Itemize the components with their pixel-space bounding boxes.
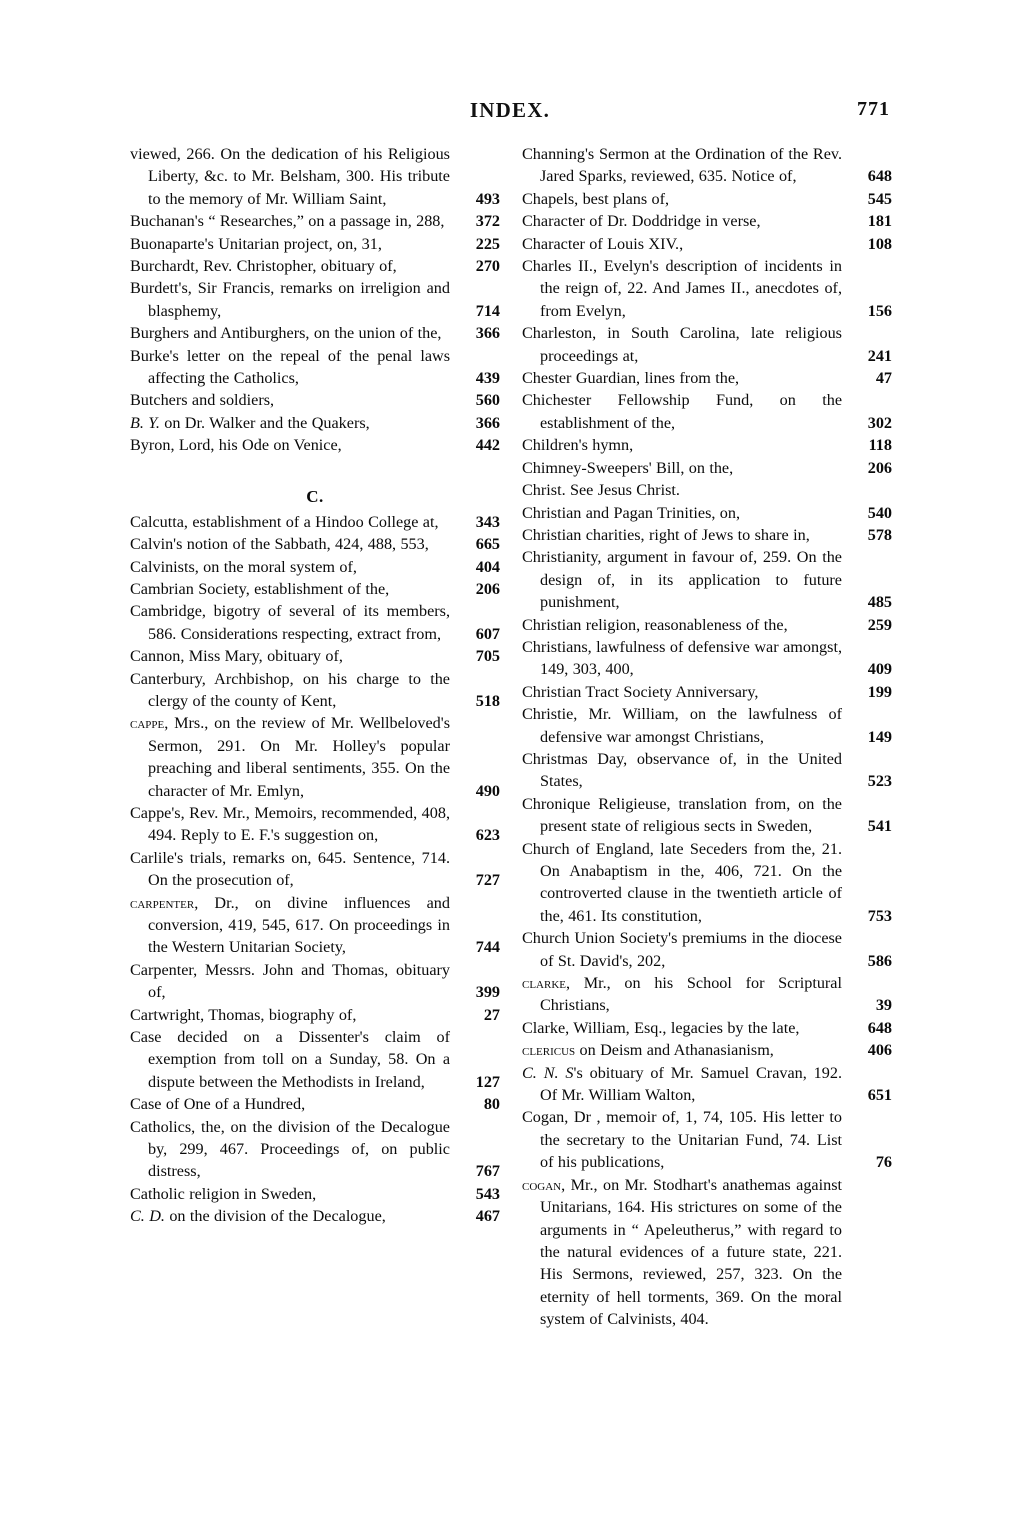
- index-entry-text: Christmas Day, observance of, in the United States,: [522, 749, 842, 791]
- index-entry-text: Christian and Pagan Trinities, on,: [522, 503, 741, 522]
- index-entry-text: Cogan, Dr , memoir of, 1, 74, 105. His letter to the secretary to the Unitarian Fund, 74. List of his publications,: [522, 1108, 842, 1172]
- index-entry-text: Burke's letter on the repeal of the penal laws affecting the Catholics,: [130, 346, 450, 388]
- index-entry: [522, 524, 892, 546]
- index-entry-text: Carpenter, Messrs. John and Thomas, obituary of,: [130, 960, 450, 1002]
- index-entry-text: Calvinists, on the moral system of,: [130, 557, 357, 576]
- index-entry-text: Byron, Lord, his Ode on Venice,: [130, 436, 342, 455]
- index-entry-text: Charleston, in South Carolina, late religious proceedings at,: [522, 324, 842, 365]
- index-entry: [130, 434, 500, 456]
- index-entry-page-number: 47: [875, 369, 892, 388]
- index-entry-text: Buchanan's “ Researches,” on a passage in, 288,: [130, 212, 445, 231]
- index-entry-text: Chichester Fellowship Fund, on the establishment of the,: [522, 391, 842, 432]
- index-entry-text: Burdett's, Sir Francis, remarks on irreligion and blasphemy,: [130, 279, 450, 320]
- index-entry-page-number: 76: [875, 1153, 892, 1172]
- index-entry-page-number: 399: [475, 983, 500, 1002]
- index-entry-page-number: 206: [475, 579, 500, 598]
- index-entry-text: Burghers and Antiburghers, on the union of the,: [130, 324, 442, 343]
- index-entry-text: Case decided on a Dissenter's claim of exemption from toll on a Sunday, 58. On a dispute between the Methodists in Ireland,: [130, 1028, 450, 1091]
- index-entry-text: clarke, Mr., on his School for Scriptural Christians,: [522, 974, 842, 1015]
- index-entry: [522, 502, 892, 524]
- index-entry-page-number: 259: [867, 615, 892, 634]
- index-entry-page-number: 493: [475, 189, 500, 208]
- index-entry-page-number: 149: [867, 727, 892, 746]
- index-entry: [522, 614, 892, 636]
- index-entry-text: Cartwright, Thomas, biography of,: [130, 1005, 357, 1024]
- index-entry: [522, 927, 892, 972]
- index-entry: [522, 793, 892, 838]
- index-entry: [130, 1093, 500, 1115]
- index-entry: [522, 636, 892, 681]
- index-entry-page-number: 302: [867, 413, 892, 432]
- index-entry-page-number: 409: [867, 660, 892, 679]
- index-entry-text: Chimney-Sweepers' Bill, on the,: [522, 458, 734, 477]
- index-entry: [522, 434, 892, 456]
- index-entry: [130, 533, 500, 555]
- index-entry: [130, 959, 500, 1004]
- index-entry-text: C. N. S's obituary of Mr. Samuel Cravan, 192. Of Mr. William Walton,: [522, 1063, 843, 1105]
- index-entry-page-number: 541: [867, 817, 892, 836]
- index-entry: [522, 748, 892, 793]
- index-entry-text: Channing's Sermon at the Ordination of the Rev. Jared Sparks, reviewed, 635. Notice of,: [522, 145, 842, 186]
- index-entry-text: Cambridge, bigotry of several of its members, 586. Considerations respecting, extract from,: [130, 602, 450, 643]
- index-entry-text: Catholics, the, on the division of the Decalogue by, 299, 467. Proceedings of, on public distress,: [130, 1117, 450, 1181]
- index-entry-text: C. D. on the division of the Decalogue,: [130, 1207, 386, 1226]
- folio-number: 771: [857, 98, 890, 120]
- index-entry-page-number: 199: [867, 682, 892, 701]
- index-entry-page-number: 744: [475, 938, 500, 957]
- index-entry: [522, 1039, 892, 1061]
- index-entry-text: Cannon, Miss Mary, obituary of,: [130, 647, 343, 666]
- index-entry-text: Christ. See Jesus Christ.: [522, 481, 680, 500]
- index-entry-text: cappe, Mrs., on the review of Mr. Wellbeloved's Sermon, 291. On Mr. Holley's popular preaching and liberal sentiments, 355. On the character of Mr. Emlyn,: [130, 714, 450, 800]
- index-entry-page-number: 241: [867, 346, 892, 365]
- index-entry: [130, 233, 500, 255]
- index-entry-text: Christie, Mr. William, on the lawfulness of defensive war amongst Christians,: [522, 705, 842, 746]
- index-entry: [522, 703, 892, 748]
- index-entry: [522, 681, 892, 703]
- index-entry-text: Character of Louis XIV.,: [522, 234, 684, 253]
- index-entry: [522, 1062, 892, 1107]
- index-entry-text: Buonaparte's Unitarian project, on, 31,: [130, 234, 382, 253]
- index-entry-text: Cambrian Society, establishment of the,: [130, 579, 390, 598]
- index-entry-page-number: 665: [475, 535, 500, 554]
- index-entry-text: Christianity, argument in favour of, 259. On the design of, in its application to future punishment,: [522, 548, 842, 612]
- index-entry-text: viewed, 266. On the dedication of his Religious Liberty, &c. to Mr. Belsham, 300. His tribute to the memory of Mr. William Saint,: [130, 145, 450, 208]
- index-entry: [522, 233, 892, 255]
- small-caps-headword: cappe: [130, 714, 165, 733]
- index-entry: [522, 322, 892, 367]
- index-entry-page-number: 560: [475, 391, 500, 410]
- index-entry: [522, 479, 892, 501]
- index-entry-text: Canterbury, Archbishop, on his charge to the clergy of the county of Kent,: [130, 669, 450, 710]
- index-entry-page-number: 518: [475, 691, 500, 710]
- index-entry-page-number: 648: [867, 1018, 892, 1037]
- index-entry-text: Charles II., Evelyn's description of incidents in the reign of, 22. And James II., anecdotes of, from Evelyn,: [522, 257, 842, 320]
- index-entry-text: carpenter, Dr., on divine influences and conversion, 419, 545, 617. On proceedings in the Western Unitarian Society,: [130, 893, 450, 957]
- index-entry-text: Christian religion, reasonableness of the,: [522, 615, 788, 634]
- index-entry-text: Character of Dr. Doddridge in verse,: [522, 212, 761, 231]
- index-entry-text: Calvin's notion of the Sabbath, 424, 488, 553,: [130, 535, 429, 554]
- index-entry-page-number: 586: [867, 951, 892, 970]
- index-entry-text: Christian Tract Society Anniversary,: [522, 682, 759, 701]
- index-entry: [522, 1174, 892, 1331]
- index-entry: [130, 511, 500, 533]
- index-entry-text: cogan, Mr., on Mr. Stodhart's anathemas against Unitarians, 164. His strictures on some of the arguments in “ Apeleutherus,” with regard to the natural evidences of a future state, 221. His Sermons, reviewed, 257, 323. On the eternity of hell torments, 369. On the moral system of Calvinists, 404.: [522, 1175, 842, 1329]
- small-caps-headword: clericus: [522, 1041, 576, 1060]
- index-entry-page-number: 578: [867, 525, 892, 544]
- index-entry-page-number: 439: [475, 369, 500, 388]
- index-entry-text: Catholic religion in Sweden,: [130, 1184, 317, 1203]
- index-entry: [130, 345, 500, 390]
- right-column: [522, 143, 892, 1331]
- index-entry: [522, 546, 892, 613]
- index-entry-page-number: 545: [867, 189, 892, 208]
- index-entry: [522, 838, 892, 928]
- index-entry: [130, 210, 500, 232]
- index-entry: [522, 143, 892, 188]
- index-entry-text: Chapels, best plans of,: [522, 189, 670, 208]
- index-entry: [130, 847, 500, 892]
- index-entry-text: Cappe's, Rev. Mr., Memoirs, recommended, 408, 494. Reply to E. F.'s suggestion on,: [130, 803, 450, 845]
- index-entry-text: Children's hymn,: [522, 436, 634, 455]
- index-entry-page-number: 39: [875, 996, 892, 1015]
- small-caps-headword: carpenter: [130, 893, 195, 912]
- index-entry-page-number: 490: [475, 781, 500, 800]
- index-entry-page-number: 648: [867, 167, 892, 186]
- index-entry-text: Christian charities, right of Jews to share in,: [522, 525, 810, 544]
- index-entry: [130, 412, 500, 434]
- index-entry: [130, 645, 500, 667]
- index-entry-page-number: 366: [475, 413, 500, 432]
- index-entry-page-number: 366: [475, 324, 500, 343]
- index-entry: [522, 367, 892, 389]
- index-entry-page-number: 714: [475, 301, 500, 320]
- index-entry: [522, 1106, 892, 1173]
- index-entry: [130, 1004, 500, 1026]
- left-column: [130, 143, 500, 1331]
- index-entry-page-number: 80: [483, 1095, 500, 1114]
- index-entry-text: Chester Guardian, lines from the,: [522, 369, 740, 388]
- index-entry: [130, 802, 500, 847]
- italic-headword: B. Y.: [130, 413, 160, 432]
- index-entry-page-number: 27: [483, 1005, 500, 1024]
- index-entry-text: Case of One of a Hundred,: [130, 1095, 306, 1114]
- index-entry: [130, 1116, 500, 1183]
- page-title: INDEX.: [469, 98, 551, 122]
- index-entry: [130, 1183, 500, 1205]
- index-entry: [522, 972, 892, 1017]
- index-entry-page-number: 767: [475, 1162, 500, 1181]
- index-entry-page-number: 523: [867, 772, 892, 791]
- index-entry: [130, 1205, 500, 1227]
- index-entry-page-number: 108: [867, 234, 892, 253]
- index-entry: [130, 668, 500, 713]
- index-entry-text: Church of England, late Seceders from the, 21. On Anabaptism in the, 406, 721. On the controverted clause in the twentieth article of the, 461. Its constitution,: [522, 839, 842, 925]
- index-entry: [130, 1026, 500, 1093]
- index-entry-text: clericus on Deism and Athanasianism,: [522, 1041, 774, 1060]
- index-entry: [130, 712, 500, 802]
- index-entry-page-number: 623: [475, 826, 500, 845]
- index-entry-text: Clarke, William, Esq., legacies by the late,: [522, 1018, 800, 1037]
- index-entry: [130, 892, 500, 959]
- index-entry: [522, 1017, 892, 1039]
- index-entry: [130, 322, 500, 344]
- index-entry: [522, 210, 892, 232]
- index-entry-text: Church Union Society's premiums in the diocese of St. David's, 202,: [522, 929, 842, 970]
- index-entry-page-number: 118: [868, 436, 892, 455]
- index-entry-page-number: 705: [475, 647, 500, 666]
- index-entry-text: Christians, lawfulness of defensive war amongst, 149, 303, 400,: [522, 637, 842, 679]
- index-entry: [522, 188, 892, 210]
- index-entry-page-number: 372: [475, 212, 500, 231]
- italic-headword: C. N. S: [522, 1063, 574, 1082]
- index-entry-page-number: 727: [475, 871, 500, 890]
- index-entry-text: Butchers and soldiers,: [130, 391, 275, 410]
- index-entry: [130, 578, 500, 600]
- index-entry-text: B. Y. on Dr. Walker and the Quakers,: [130, 413, 370, 432]
- index-entry: [522, 389, 892, 434]
- running-head: [130, 98, 890, 132]
- index-entry-page-number: 343: [475, 512, 500, 531]
- index-entry: [522, 457, 892, 479]
- index-entry-page-number: 485: [867, 593, 892, 612]
- index-entry-text: Chronique Religieuse, translation from, on the present state of religious sects in Sweden,: [522, 794, 842, 836]
- index-entry-page-number: 156: [867, 301, 892, 320]
- index-entry-page-number: 181: [867, 212, 892, 231]
- italic-headword: C. D.: [130, 1207, 165, 1226]
- index-entry: [130, 556, 500, 578]
- index-entry-text: Burchardt, Rev. Christopher, obituary of,: [130, 257, 397, 276]
- index-entry: [130, 143, 500, 210]
- index-entry: [130, 255, 500, 277]
- index-entry: [130, 600, 500, 645]
- index-entry-page-number: 540: [867, 503, 892, 522]
- index-columns: [130, 143, 892, 1331]
- index-entry-page-number: 225: [475, 234, 500, 253]
- small-caps-headword: clarke: [522, 974, 566, 993]
- index-entry-page-number: 543: [475, 1184, 500, 1203]
- index-entry-page-number: 404: [475, 557, 500, 576]
- index-entry-page-number: 651: [867, 1086, 892, 1105]
- index-entry-page-number: 206: [867, 458, 892, 477]
- index-entry-page-number: 442: [475, 436, 500, 455]
- index-entry-page-number: 467: [475, 1207, 500, 1226]
- index-entry-page-number: 753: [867, 906, 892, 925]
- index-entry: [130, 277, 500, 322]
- index-entry-text: Calcutta, establishment of a Hindoo College at,: [130, 512, 439, 531]
- index-entry-page-number: 270: [475, 257, 500, 276]
- index-entry: [522, 255, 892, 322]
- index-entry-page-number: 127: [475, 1072, 500, 1091]
- index-entry-page-number: 607: [475, 624, 500, 643]
- index-entry-page-number: 406: [867, 1041, 892, 1060]
- small-caps-headword: cogan: [522, 1175, 562, 1194]
- index-entry-text: Carlile's trials, remarks on, 645. Sentence, 714. On the prosecution of,: [130, 848, 450, 890]
- section-letter-heading: C.: [306, 486, 324, 506]
- index-entry: [130, 389, 500, 411]
